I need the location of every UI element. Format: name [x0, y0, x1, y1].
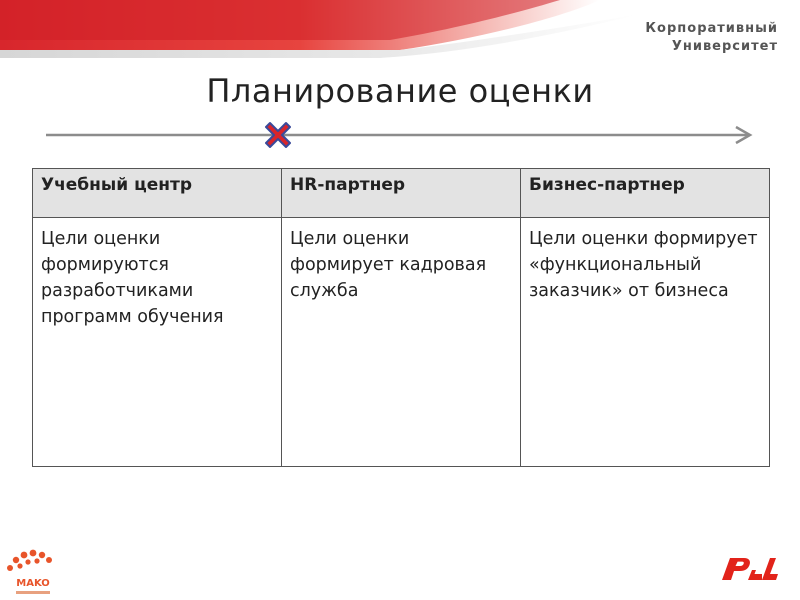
timeline-arrow: [42, 118, 758, 158]
mako-logo-text: MAKO: [16, 578, 50, 589]
corporate-university-title: [645, 20, 778, 56]
planning-table: [32, 168, 770, 467]
header-business-partner: Бизнес-партнер: [521, 169, 770, 218]
header-training-center: Учебный центр: [33, 169, 282, 218]
header-hr-partner: HR-партнер: [282, 169, 521, 218]
rzd-logo: [718, 552, 782, 586]
cell-hr-partner: Цели оценки формирует кадровая служба: [282, 218, 521, 467]
corp-title-line2: Университет: [671, 39, 778, 54]
cell-business-partner: Цели оценки формирует «функциональный заказчик» от бизнеса: [521, 218, 770, 467]
cell-training-center: Цели оценки формируются разработчиками программ обучения: [33, 218, 282, 467]
mako-logo: [2, 546, 64, 600]
page-title: Планирование оценки: [206, 72, 594, 110]
table-header-row: [33, 169, 770, 218]
corp-title-line1: Корпоративный: [645, 21, 778, 36]
table-row: [33, 218, 770, 467]
